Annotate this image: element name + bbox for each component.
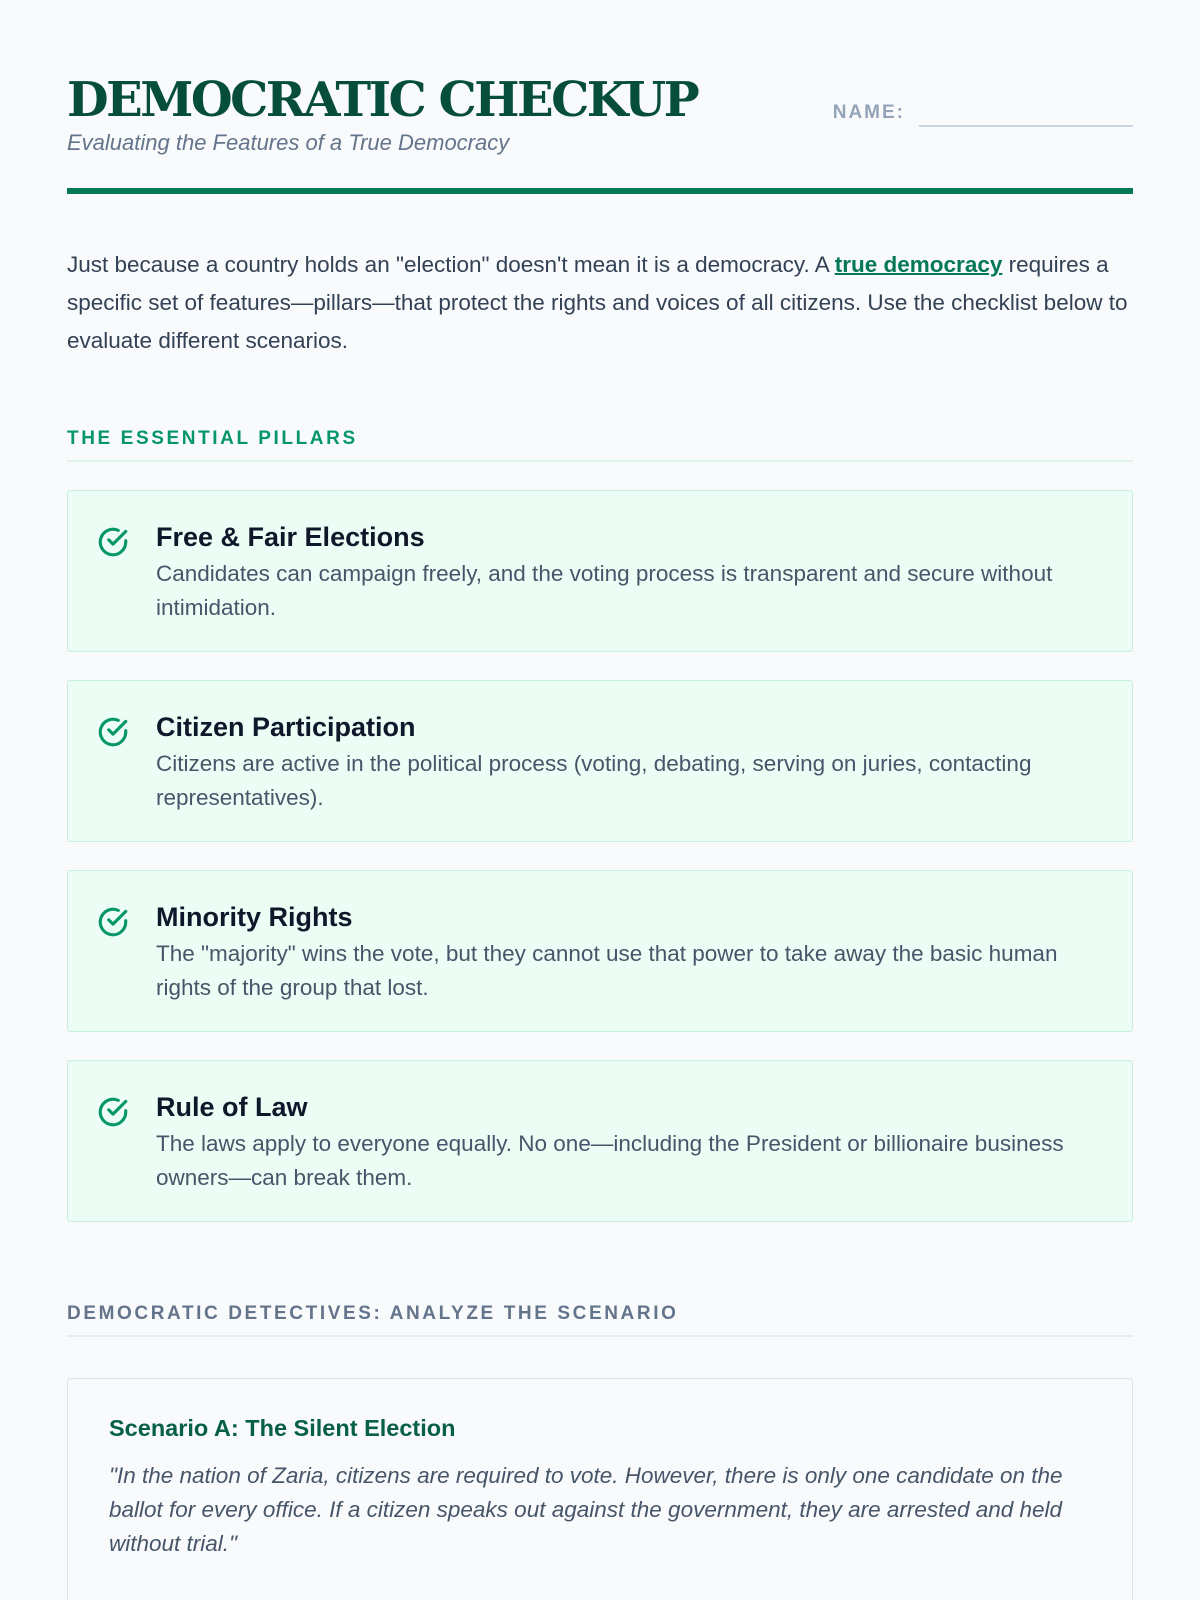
check-circle-icon [96,1095,130,1129]
scenario-card [67,1378,1133,1600]
pillar-description: Citizens are active in the political process (voting, debating, serving on juries, contacting representatives). [156,751,1032,810]
pillars-heading: THE ESSENTIAL PILLARS [67,428,1133,462]
page-title: DEMOCRATIC CHECKUP [67,72,698,128]
intro-text-after: requires a specific set of features—pillars—that protect the rights and voices of all citizens. Use the checklist below to evaluate different scenarios. [67,252,1128,353]
pillar-title: Free & Fair Elections [156,522,425,552]
pillar-description: The laws apply to everyone equally. No one—including the President or billionaire business owners—can break them. [156,1131,1064,1190]
intro-paragraph [67,246,1133,360]
pillar-card-elections [67,490,1133,652]
scenario-title: Scenario A: The Silent Election [109,1415,456,1441]
intro-text-before: Just because a country holds an "election" doesn't mean it is a democracy. A [67,252,835,277]
pillar-card-rule-of-law [67,1060,1133,1222]
check-circle-icon [96,905,130,939]
scenario-quote: "In the nation of Zaria, citizens are required to vote. However, there is only one candidate on the ballot for every office. If a citizen speaks out against the government, they are arrested and held without trial." [109,1463,1063,1556]
pillar-title: Citizen Participation [156,712,416,742]
name-field[interactable] [919,125,1133,127]
pillar-title: Rule of Law [156,1092,308,1122]
check-circle-icon [96,525,130,559]
pillar-description: The "majority" wins the vote, but they cannot use that power to take away the basic human rights of the group that lost. [156,941,1058,1000]
name-label: NAME: [832,102,905,123]
page-subtitle: Evaluating the Features of a True Democracy [67,130,510,155]
pillar-card-participation [67,680,1133,842]
pillar-title: Minority Rights [156,902,353,932]
pillar-card-minority-rights [67,870,1133,1032]
pillar-description: Candidates can campaign freely, and the voting process is transparent and secure without intimidation. [156,561,1053,620]
detectives-heading: DEMOCRATIC DETECTIVES: ANALYZE THE SCENARIO [67,1303,1133,1337]
check-circle-icon [96,715,130,749]
header [67,70,1133,194]
true-democracy-link[interactable]: true democracy [834,252,1003,277]
